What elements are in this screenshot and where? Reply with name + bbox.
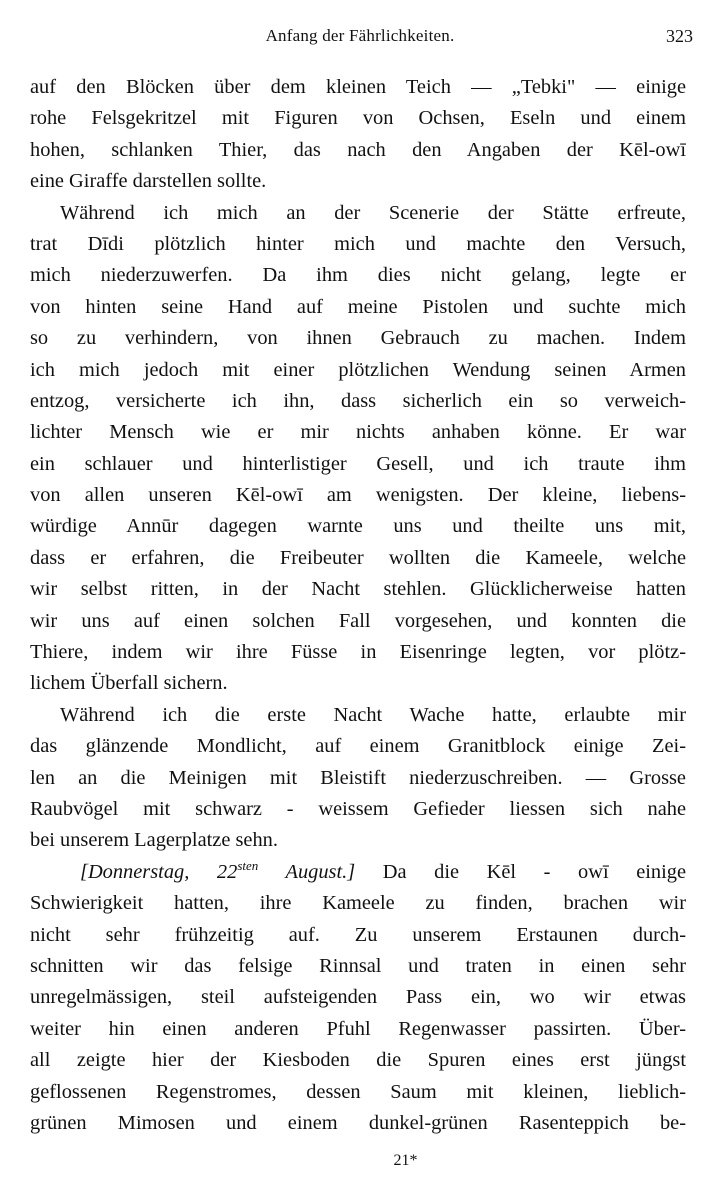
text-line: bei unserem Lagerplatze sehn.: [30, 829, 278, 852]
text-line: Raubvögel mit schwarz - weissem Gefieder liessen sich nahe: [30, 797, 686, 820]
text-line: lichter Mensch wie er mir nichts anhaben könne. Er war: [30, 421, 686, 444]
date-close-bracket: ]: [347, 860, 356, 883]
text-line: ich mich jedoch mit einer plötzlichen Wendung seinen Armen: [30, 358, 686, 381]
text-line: grünen Mimosen und einem dunkel-grünen Rasenteppich be-: [30, 1111, 686, 1134]
text-line: hohen, schlanken Thier, das nach den Angaben der Kēl-owī: [30, 138, 686, 161]
text-line: all zeigte hier der Kiesboden die Spuren eines erst jüngst: [30, 1049, 686, 1072]
paragraph: [30, 700, 686, 857]
text-line: auf den Blöcken über dem kleinen Teich — „Tebki" — einige: [30, 76, 686, 98]
text-line: Thiere, indem wir ihre Füsse in Eisenringe legten, vor plötz-: [30, 641, 686, 664]
date-month: August.: [258, 860, 348, 883]
text-line: würdige Annūr dagegen warnte uns und theilte uns mit,: [30, 515, 686, 538]
text-line: Schwierigkeit hatten, ihre Kameele zu finden, brachen wir: [30, 892, 686, 915]
signature-text: 21*: [393, 1152, 418, 1169]
page-number: 323: [666, 26, 693, 46]
text-line: weiter hin einen anderen Pfuhl Regenwasser passirten. Über-: [30, 1017, 686, 1040]
signature-mark: [0, 1152, 721, 1170]
paragraph: [30, 72, 686, 198]
text-line-rest: Da die Kēl - owī einige: [355, 860, 686, 883]
text-line: dass er erfahren, die Freibeuter wollten die Kameele, welche: [30, 546, 686, 569]
body-text: [30, 72, 686, 1139]
text-line: unregelmässigen, steil aufsteigenden Pass ein, wo wir etwas: [30, 986, 686, 1009]
text-line: das glänzende Mondlicht, auf einem Granitblock einige Zei-: [30, 735, 686, 758]
text-line: ein schlauer und hinterlistiger Gesell, und ich traute ihm: [30, 452, 686, 475]
paragraph: [30, 198, 686, 700]
text-line: von hinten seine Hand auf meine Pistolen und suchte mich: [30, 295, 686, 318]
date-superscript: sten: [237, 857, 259, 873]
text-line: eine Giraffe darstellen sollte.: [30, 170, 267, 193]
running-title: Anfang der Fährlichkeiten.: [265, 26, 455, 45]
text-line: so zu verhindern, von ihnen Gebrauch zu machen. Indem: [30, 327, 686, 350]
text-line: Während ich die erste Nacht Wache hatte, erlaubte mir: [60, 703, 686, 726]
text-line: mich niederzuwerfen. Da ihm dies nicht gelang, legte er: [30, 264, 686, 287]
text-line: entzog, versicherte ich ihn, dass sicherlich ein so verweich-: [30, 389, 686, 412]
paragraph: [30, 857, 686, 1140]
text-line: rohe Felsgekritzel mit Figuren von Ochsen, Eseln und einem: [30, 107, 686, 130]
date-open-bracket: [: [80, 860, 88, 883]
text-line: lichem Überfall sichern.: [30, 672, 228, 695]
text-line: wir selbst ritten, in der Nacht stehlen. Glücklicherweise hatten: [30, 578, 686, 601]
text-line: len an die Meinigen mit Bleistift niederzuschreiben. — Grosse: [30, 766, 686, 789]
date-note: [80, 857, 356, 883]
text-line: [30, 857, 686, 888]
text-line: nicht sehr frühzeitig auf. Zu unserem Erstaunen durch-: [30, 923, 686, 946]
date-weekday: Donnerstag, 22: [87, 860, 238, 883]
text-line: geflossenen Regenstromes, dessen Saum mit kleinen, lieblich-: [30, 1080, 686, 1103]
text-line: trat Dīdi plötzlich hinter mich und machte den Versuch,: [30, 232, 686, 255]
text-line: von allen unseren Kēl-owī am wenigsten. Der kleine, liebens-: [30, 484, 686, 507]
running-head: [27, 26, 693, 54]
text-line: schnitten wir das felsige Rinnsal und traten in einen sehr: [30, 954, 686, 977]
text-line: wir uns auf einen solchen Fall vorgesehen, und konnten die: [30, 609, 686, 632]
text-line: Während ich mich an der Scenerie der Stätte erfreute,: [60, 201, 686, 224]
